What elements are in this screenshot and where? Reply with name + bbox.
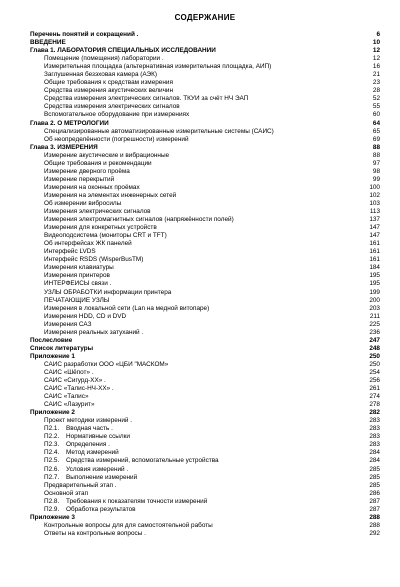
toc-entry-text: Нормативные ссылки	[66, 433, 130, 441]
toc-entry-title	[30, 264, 358, 272]
toc-entry-text: Об измерении вибросилы	[44, 199, 122, 207]
toc-entry[interactable]	[30, 216, 380, 224]
toc-entry[interactable]	[30, 103, 380, 111]
toc-entry[interactable]	[30, 232, 380, 240]
toc-entry-title	[30, 248, 358, 256]
toc-entry[interactable]	[30, 433, 380, 441]
toc-entry[interactable]	[30, 506, 380, 514]
toc-entry[interactable]	[30, 409, 380, 417]
toc-entry-text: Измерения принтеров	[44, 272, 110, 280]
toc-entry-title	[30, 433, 358, 441]
toc-entry-title	[30, 474, 358, 482]
toc-entry-page: 283	[369, 433, 380, 441]
toc-entry-text: Ответы на контрольные вопросы .	[44, 529, 146, 537]
page-title: СОДЕРЖАНИЕ	[174, 13, 236, 22]
toc-entry-number: П2.5.	[44, 457, 60, 465]
toc-entry-text: Требования к показателям точности измерений	[66, 497, 208, 505]
toc-entry-page: 23	[372, 79, 380, 87]
toc-entry-page: 137	[369, 216, 380, 224]
toc-entry[interactable]	[30, 144, 380, 152]
toc-entry-page: 69	[372, 135, 380, 143]
toc-entry-title	[30, 345, 358, 353]
toc-entry[interactable]	[30, 79, 380, 87]
toc-entry[interactable]	[30, 441, 380, 449]
toc-entry-title	[30, 409, 358, 417]
toc-entry-page: 195	[369, 272, 380, 280]
toc-entry[interactable]	[30, 530, 380, 538]
toc-entry-page: 283	[369, 441, 380, 449]
toc-entry-title	[30, 280, 358, 288]
toc-entry[interactable]	[30, 385, 380, 393]
toc-entry-text: Обработка результатов	[66, 505, 136, 513]
toc-entry[interactable]	[30, 152, 380, 160]
toc-entry-text: Основной этап	[44, 489, 89, 497]
toc-entry-text: Условия измерений .	[66, 465, 129, 473]
toc-entry[interactable]	[30, 120, 380, 128]
toc-entry-title	[30, 466, 358, 474]
toc-entry[interactable]	[30, 345, 380, 353]
toc-entry-page: 16	[372, 63, 380, 71]
toc-entry-page: 261	[369, 385, 380, 393]
toc-entry-page: 65	[372, 127, 380, 135]
toc-entry-page: 256	[369, 377, 380, 385]
toc-entry[interactable]	[30, 280, 380, 288]
toc-entry-title	[30, 369, 358, 377]
toc-entry-text: Проект методики измерений .	[44, 417, 133, 425]
toc-entry-title	[30, 385, 358, 393]
toc-entry-text: САИС «Шёпот» .	[44, 368, 94, 376]
toc-entry-text: Измерения реальных затуханий .	[44, 328, 144, 336]
toc-entry-title	[30, 321, 358, 329]
toc-entry[interactable]	[30, 361, 380, 369]
toc-entry-text: Интерфейс RSDS (WisperBusTM)	[44, 256, 144, 264]
toc-entry-page: 103	[369, 199, 380, 207]
toc-entry[interactable]	[30, 393, 380, 401]
toc-entry-title	[30, 152, 358, 160]
toc-entry[interactable]	[30, 55, 380, 63]
toc-entry-page: 288	[369, 513, 380, 521]
toc-entry-title	[30, 353, 358, 361]
toc-entry-title	[30, 482, 358, 490]
toc-entry[interactable]	[30, 200, 380, 208]
toc-entry[interactable]	[30, 297, 380, 305]
toc-entry-text: Список литературы	[30, 344, 94, 352]
toc-entry-page: 286	[369, 489, 380, 497]
toc-entry-page: 97	[372, 159, 380, 167]
toc-entry-page: 287	[369, 497, 380, 505]
toc-entry-page: 285	[369, 481, 380, 489]
toc-entry-page: 113	[369, 208, 380, 216]
toc-entry-page: 12	[372, 47, 380, 55]
toc-entry[interactable]	[30, 136, 380, 144]
toc-entry-text: Видеоподсистема (мониторы CRT и TFT)	[44, 232, 167, 240]
toc-entry-page: 292	[369, 529, 380, 537]
toc-entry-text: Приложение 2	[30, 409, 75, 417]
toc-entry[interactable]	[30, 63, 380, 71]
toc-entry-text: Приложение 1	[30, 352, 75, 360]
toc-entry-text: УЗЛЫ ОБРАБОТКИ информации принтера	[44, 288, 172, 296]
toc-entry-text: Измерения электромагнитных сигналов (напряжённости полей)	[44, 216, 234, 224]
toc-entry[interactable]	[30, 47, 380, 55]
toc-entry[interactable]	[30, 168, 380, 176]
toc-entry-text: Определения .	[66, 441, 110, 449]
toc-entry-title	[30, 71, 358, 79]
toc-entry-title	[30, 457, 358, 465]
toc-entry-title	[30, 39, 358, 47]
toc-entry-page: 10	[372, 39, 380, 47]
toc-entry-number: П2.2.	[44, 433, 60, 441]
toc-entry-title	[30, 530, 358, 538]
toc-entry-number: П2.6.	[44, 465, 60, 473]
toc-entry-text: Общие требования и рекомендации	[44, 159, 152, 167]
toc-entry-title	[30, 498, 358, 506]
toc-entry[interactable]	[30, 313, 380, 321]
toc-entry-text: Измерения САЗ	[44, 320, 92, 328]
toc-entry-title	[30, 425, 358, 433]
toc-entry-page: 284	[369, 457, 380, 465]
toc-entry-text: Приложение 3	[30, 513, 75, 521]
toc-entry-page: 147	[369, 232, 380, 240]
toc-entry[interactable]	[30, 425, 380, 433]
toc-entry-page: 88	[372, 143, 380, 151]
toc-entry-title	[30, 361, 358, 369]
toc-entry-text: Выполнение измерений	[66, 473, 138, 481]
toc-entry-title	[30, 176, 358, 184]
toc-entry-number: П2.9.	[44, 505, 60, 513]
toc-entry-number: П2.7.	[44, 473, 60, 481]
toc-entry-title	[30, 297, 358, 305]
toc-entry-title	[30, 240, 358, 248]
toc-entry-page: 287	[369, 505, 380, 513]
toc-entry-page: 199	[369, 288, 380, 296]
toc-entry-text: САИС «Талис-НЧ-ХХ» .	[44, 385, 114, 393]
toc-entry[interactable]	[30, 490, 380, 498]
toc-entry-title	[30, 289, 358, 297]
toc-entry-title	[30, 208, 358, 216]
toc-entry-text: Измерения электрических сигналов	[44, 208, 151, 216]
toc-entry-page: 288	[369, 521, 380, 529]
toc-entry-text: Измерения на оконных проёмах	[44, 183, 140, 191]
toc-entry-title	[30, 305, 358, 313]
toc-entry-text: Измерения HDD, CD и DVD	[44, 312, 127, 320]
toc-entry[interactable]	[30, 482, 380, 490]
toc-entry[interactable]	[30, 111, 380, 119]
toc-entry[interactable]	[30, 321, 380, 329]
toc-entry[interactable]	[30, 369, 380, 377]
toc-entry-page: 184	[369, 264, 380, 272]
toc-entry-text: ПЕЧАТАЮЩИЕ УЗЛЫ	[44, 296, 110, 304]
toc-entry-title	[30, 184, 358, 192]
toc-entry-text: Измерения клавиатуры	[44, 264, 114, 272]
toc-entry-text: САИС «Лазурит»	[44, 401, 95, 409]
toc-entry-number: П2.4.	[44, 449, 60, 457]
toc-entry-text: САИС «Талис»	[44, 393, 89, 401]
toc-entry-text: Об интерфейсах ЖК панелей	[44, 240, 132, 248]
toc-entry[interactable]	[30, 466, 380, 474]
toc-entry-title	[30, 329, 358, 337]
toc-entry-page: 250	[369, 360, 380, 368]
toc-entry[interactable]	[30, 184, 380, 192]
toc-entry-page: 99	[372, 175, 380, 183]
toc-entry-text: Перечень понятий и сокращений .	[30, 31, 139, 38]
toc-entry[interactable]	[30, 256, 380, 264]
toc-entry-title	[30, 55, 358, 63]
toc-entry-number: П2.8.	[44, 497, 60, 505]
toc-entry-text: Общие требования к средствам измерения	[44, 79, 173, 87]
toc-entry-page: 102	[369, 191, 380, 199]
toc-entry-text: Метод измерений	[66, 449, 119, 457]
toc-entry-title	[30, 224, 358, 232]
toc-entry-text: Измерительная площадка (альтернативная измерительная площадка, АИП)	[44, 63, 272, 71]
toc-entry-page: 21	[372, 71, 380, 79]
toc-entry-title	[30, 393, 358, 401]
toc-entry-title	[30, 417, 358, 425]
toc-entry-title	[30, 168, 358, 176]
toc-entry-page: 6	[376, 31, 380, 38]
toc-entry-page: 195	[369, 280, 380, 288]
toc-entry-page: 278	[369, 401, 380, 409]
toc-entry-text: Специализированные автоматизированные измерительные системы (САИС)	[44, 127, 274, 135]
toc-entry-page: 250	[369, 352, 380, 360]
toc-entry-page: 200	[369, 296, 380, 304]
toc-entry-number: П2.3.	[44, 441, 60, 449]
toc-list	[30, 31, 380, 538]
toc-entry-title	[30, 160, 358, 168]
toc-entry-page: 12	[372, 55, 380, 63]
toc-entry-text: Измерения в локальной сети (Lan на медной витопаре)	[44, 304, 210, 312]
toc-entry[interactable]	[30, 449, 380, 457]
toc-entry-title	[30, 87, 358, 95]
toc-entry-title	[30, 79, 358, 87]
toc-entry-page: 161	[369, 240, 380, 248]
toc-entry[interactable]	[30, 514, 380, 522]
toc-entry-text: Вспомогательное оборудование при измерениях	[44, 111, 190, 119]
toc-entry-text: Интерфейс LVDS	[44, 248, 96, 256]
toc-entry-page: 248	[369, 344, 380, 352]
toc-entry-page: 88	[372, 151, 380, 159]
toc-entry-text: Глава 3. ИЗМЕРЕНИЯ	[30, 143, 98, 151]
toc-entry[interactable]	[30, 329, 380, 337]
toc-entry[interactable]	[30, 160, 380, 168]
toc-entry-page: 284	[369, 449, 380, 457]
toc-entry[interactable]	[30, 95, 380, 103]
toc-entry-text: Глава 1. ЛАБОРАТОРИЯ СПЕЦИАЛЬНЫХ ИССЛЕДОВАНИЙ	[30, 47, 216, 55]
toc-entry-text: Средства измерения электрических сигналов	[44, 103, 180, 111]
toc-entry-page: 203	[369, 304, 380, 312]
toc-entry-title	[30, 31, 358, 39]
toc-entry-title	[30, 441, 358, 449]
toc-entry[interactable]	[30, 289, 380, 297]
toc-entry-text: ВВЕДЕНИЕ	[30, 39, 66, 47]
toc-entry-title	[30, 272, 358, 280]
toc-entry[interactable]	[30, 248, 380, 256]
toc-entry[interactable]	[30, 377, 380, 385]
toc-entry[interactable]	[30, 128, 380, 136]
toc-entry[interactable]	[30, 474, 380, 482]
toc-entry-title	[30, 200, 358, 208]
toc-entry-title	[30, 506, 358, 514]
toc-entry-page: 28	[372, 87, 380, 95]
toc-entry-text: Измерение перекрытий	[44, 175, 115, 183]
toc-entry[interactable]	[30, 457, 380, 465]
toc-entry-text: Измерение дверного проёма	[44, 167, 130, 175]
toc-entry-text: САИС «Сигурд-ХХ» .	[44, 377, 106, 385]
toc-entry-page: 55	[372, 103, 380, 111]
toc-entry-title	[30, 522, 358, 530]
toc-entry-text: Измерение акустические и вибрационные	[44, 151, 170, 159]
toc-entry-page: 236	[369, 328, 380, 336]
toc-entry-text: Послесловие	[30, 336, 73, 344]
toc-entry-text: Помещение (помещения) лаборатории .	[44, 55, 164, 63]
toc-entry-title	[30, 111, 358, 119]
toc-entry-title	[30, 216, 358, 224]
toc-entry-page: 274	[369, 393, 380, 401]
toc-entry-page: 225	[369, 320, 380, 328]
toc-entry-title	[30, 136, 358, 144]
toc-entry-title	[30, 128, 358, 136]
toc-entry-text: Измерения на элементах инженерных сетей	[44, 191, 177, 199]
toc-entry[interactable]	[30, 417, 380, 425]
toc-entry-text: ИНТЕРФЕЙСЫ связи .	[44, 280, 112, 288]
toc-entry-text: Контрольные вопросы для для самостоятельной работы	[44, 521, 213, 529]
toc-entry-title	[30, 232, 358, 240]
toc-entry[interactable]	[30, 71, 380, 79]
toc-entry-text: Средства измерения акустических величин	[44, 87, 174, 95]
toc-entry[interactable]	[30, 224, 380, 232]
toc-entry-text: Вводная часть .	[66, 425, 113, 433]
toc-entry-page: 147	[369, 224, 380, 232]
toc-entry-title	[30, 514, 358, 522]
toc-entry[interactable]	[30, 208, 380, 216]
toc-entry-page: 64	[372, 119, 380, 127]
toc-entry-page: 285	[369, 473, 380, 481]
toc-entry[interactable]	[30, 522, 380, 530]
toc-entry-title	[30, 490, 358, 498]
toc-entry-page: 98	[372, 167, 380, 175]
toc-entry-title	[30, 401, 358, 409]
toc-entry-number: П2.1.	[44, 425, 60, 433]
toc-entry-text: Глава 2. О МЕТРОЛОГИИ	[30, 119, 109, 127]
toc-entry-text: Об неопределённости (погрешности) измерений	[44, 135, 189, 143]
toc-entry-text: Заглушенная безэховая камера (АЭК)	[44, 71, 157, 79]
toc-entry[interactable]	[30, 353, 380, 361]
toc-entry-page: 60	[372, 111, 380, 119]
toc-entry-title	[30, 337, 358, 345]
toc-entry-title	[30, 377, 358, 385]
toc-entry[interactable]	[30, 192, 380, 200]
toc-entry-page: 52	[372, 95, 380, 103]
toc-entry-title	[30, 449, 358, 457]
toc-entry-title	[30, 144, 358, 152]
toc-entry-title	[30, 120, 358, 128]
toc-entry-text: Средства измерения электрических сигналов. ТКУИ за счёт НЧ ЭАП	[44, 95, 249, 103]
toc-entry[interactable]	[30, 305, 380, 313]
toc-entry-page: 100	[369, 183, 380, 191]
toc-entry-page: 247	[369, 336, 380, 344]
toc-entry-title	[30, 47, 358, 55]
toc-entry-page: 282	[369, 409, 380, 417]
toc-entry-text: Предварительный этап .	[44, 481, 117, 489]
toc-entry[interactable]	[30, 272, 380, 280]
toc-entry-title	[30, 103, 358, 111]
toc-entry-title	[30, 313, 358, 321]
toc-entry-page: 211	[369, 312, 380, 320]
toc-entry-title	[30, 63, 358, 71]
toc-entry[interactable]	[30, 337, 380, 345]
toc-entry[interactable]	[30, 401, 380, 409]
toc-entry-page: 254	[369, 368, 380, 376]
toc-entry-title	[30, 192, 358, 200]
toc-entry-page: 161	[369, 256, 380, 264]
toc-entry-title	[30, 95, 358, 103]
toc-entry[interactable]	[30, 39, 380, 47]
toc-entry-text: САИС разработки ООО «ЦБИ "МАСКОМ»	[44, 360, 169, 368]
toc-entry[interactable]	[30, 264, 380, 272]
toc-entry[interactable]	[30, 498, 380, 506]
toc-entry[interactable]	[30, 87, 380, 95]
toc-entry[interactable]	[30, 176, 380, 184]
toc-entry-title	[30, 256, 358, 264]
toc-entry-page: 283	[369, 417, 380, 425]
toc-entry-text: Измерения для конкретных устройств	[44, 224, 157, 232]
toc-entry-page: 161	[369, 248, 380, 256]
toc-entry[interactable]	[30, 240, 380, 248]
toc-entry-text: Средства измерений, вспомогательные устройства	[66, 457, 219, 465]
toc-entry-page: 285	[369, 465, 380, 473]
toc-entry[interactable]	[30, 31, 380, 39]
toc-entry-page: 283	[369, 425, 380, 433]
